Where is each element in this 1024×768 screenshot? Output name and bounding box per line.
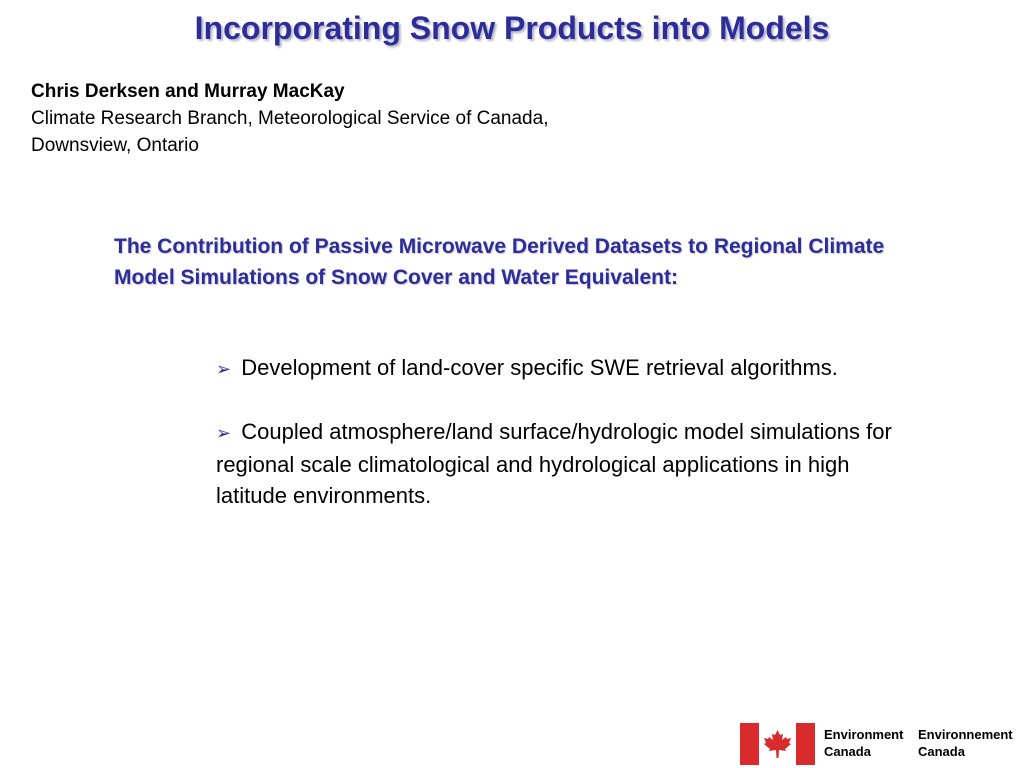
- org-fr-line-1: Environnement: [918, 727, 1013, 742]
- authors-block: [31, 78, 548, 159]
- org-en-line-2: Canada: [824, 744, 871, 759]
- slide-subtitle: The Contribution of Passive Microwave Derived Datasets to Regional Climate Model Simulations of Snow Cover and Water Equivalent:: [114, 235, 885, 289]
- environment-canada-logo: [740, 722, 1022, 766]
- bullet-text: Coupled atmosphere/land surface/hydrologic model simulations for regional scale climatological and hydrological applications in high latitude environments.: [216, 419, 892, 508]
- org-en-line-1: Environment: [824, 727, 904, 742]
- maple-leaf-icon: [763, 730, 792, 758]
- org-name-french: [918, 726, 1013, 760]
- canada-flag-icon: [740, 723, 815, 765]
- arrow-bullet-icon: ➢: [216, 359, 232, 379]
- bullet-item: [216, 416, 916, 511]
- org-name-english: [824, 726, 903, 760]
- slide-title: Incorporating Snow Products into Models: [194, 10, 830, 46]
- affiliation-line-1: Climate Research Branch, Meteorological Service of Canada,: [31, 108, 549, 129]
- bullet-text: Development of land-cover specific SWE retrieval algorithms.: [241, 355, 838, 380]
- bullet-item: [216, 352, 916, 385]
- affiliation-line-2: Downsview, Ontario: [31, 135, 199, 156]
- org-fr-line-2: Canada: [918, 744, 965, 759]
- arrow-bullet-icon: ➢: [216, 423, 232, 443]
- bullet-list: [216, 352, 916, 542]
- author-names: Chris Derksen and Murray MacKay: [31, 81, 345, 102]
